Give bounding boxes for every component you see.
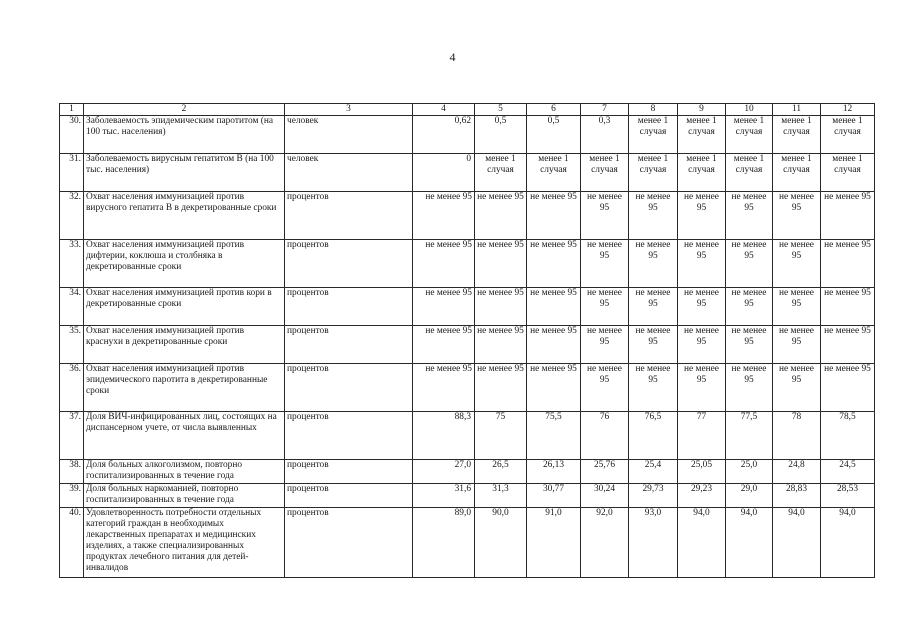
unit-of-measure: человек: [285, 116, 413, 154]
indicator-value: 91,0: [527, 508, 581, 578]
indicator-value: 89,0: [413, 508, 475, 578]
indicator-value: менее 1 случая: [773, 154, 821, 192]
indicator-value: менее 1 случая: [581, 154, 629, 192]
indicator-value: не менее 95: [821, 326, 875, 364]
indicators-table: [59, 103, 875, 578]
indicator-value: не менее 95: [475, 192, 527, 240]
indicator-value: 94,0: [726, 508, 773, 578]
indicator-value: менее 1 случая: [821, 154, 875, 192]
table-row: [60, 412, 875, 460]
indicator-value: менее 1 случая: [475, 154, 527, 192]
unit-of-measure: процентов: [285, 192, 413, 240]
column-header: 7: [581, 104, 629, 116]
row-number: 35.: [60, 326, 84, 364]
row-number: 34.: [60, 288, 84, 326]
indicator-value: не менее 95: [527, 364, 581, 412]
indicator-value: не менее 95: [413, 288, 475, 326]
indicator-value: не менее 95: [475, 364, 527, 412]
indicator-value: 25,4: [629, 460, 678, 484]
indicator-value: не менее 95: [678, 364, 726, 412]
indicator-value: не менее 95: [475, 288, 527, 326]
indicator-value: 90,0: [475, 508, 527, 578]
indicator-value: не менее 95: [773, 364, 821, 412]
indicator-value: не менее 95: [413, 240, 475, 288]
indicator-value: 30,24: [581, 484, 629, 508]
indicator-value: не менее 95: [629, 364, 678, 412]
indicator-value: не менее 95: [629, 240, 678, 288]
row-number: 30.: [60, 116, 84, 154]
column-header: 10: [726, 104, 773, 116]
column-header: 11: [773, 104, 821, 116]
indicator-value: 26,5: [475, 460, 527, 484]
indicator-value: 76,5: [629, 412, 678, 460]
indicator-value: менее 1 случая: [726, 116, 773, 154]
row-number: 39.: [60, 484, 84, 508]
indicator-value: менее 1 случая: [629, 116, 678, 154]
indicator-value: не менее 95: [629, 192, 678, 240]
indicator-name: Охват населения иммунизацией против кори в декретированные сроки: [84, 288, 285, 326]
indicator-name: Доля больных наркоманией, повторно госпитализированных в течение года: [84, 484, 285, 508]
indicator-value: не менее 95: [678, 288, 726, 326]
column-header: 1: [60, 104, 84, 116]
indicator-value: менее 1 случая: [527, 154, 581, 192]
unit-of-measure: процентов: [285, 288, 413, 326]
indicator-value: 29,23: [678, 484, 726, 508]
indicator-value: 77,5: [726, 412, 773, 460]
indicator-value: 31,3: [475, 484, 527, 508]
unit-of-measure: процентов: [285, 364, 413, 412]
column-header: 4: [413, 104, 475, 116]
unit-of-measure: процентов: [285, 412, 413, 460]
row-number: 33.: [60, 240, 84, 288]
table-row: [60, 116, 875, 154]
indicator-name: Заболеваемость эпидемическим паротитом (на 100 тыс. населения): [84, 116, 285, 154]
column-header: 12: [821, 104, 875, 116]
indicator-value: не менее 95: [773, 288, 821, 326]
indicator-value: 94,0: [773, 508, 821, 578]
indicator-value: не менее 95: [726, 288, 773, 326]
column-header: 6: [527, 104, 581, 116]
indicator-value: не менее 95: [821, 240, 875, 288]
table-row: [60, 508, 875, 578]
indicator-name: Охват населения иммунизацией против эпидемического паротита в декретированные сроки: [84, 364, 285, 412]
indicator-value: не менее 95: [726, 364, 773, 412]
indicator-value: не менее 95: [726, 240, 773, 288]
indicator-value: не менее 95: [413, 326, 475, 364]
table-row: [60, 240, 875, 288]
indicator-value: 75: [475, 412, 527, 460]
indicator-name: Доля больных алкоголизмом, повторно госпитализированных в течение года: [84, 460, 285, 484]
column-number-row: [60, 104, 875, 116]
unit-of-measure: процентов: [285, 484, 413, 508]
indicator-value: не менее 95: [527, 326, 581, 364]
indicator-value: 25,76: [581, 460, 629, 484]
indicator-value: 31,6: [413, 484, 475, 508]
indicator-value: менее 1 случая: [726, 154, 773, 192]
indicator-name: Доля ВИЧ-инфицированных лиц, состоящих на диспансерном учете, от числа выявленных: [84, 412, 285, 460]
row-number: 31.: [60, 154, 84, 192]
indicator-value: не менее 95: [773, 192, 821, 240]
row-number: 32.: [60, 192, 84, 240]
indicator-value: 29,0: [726, 484, 773, 508]
indicator-value: 78,5: [821, 412, 875, 460]
indicator-name: Удовлетворенность потребности отдельных категорий граждан в необходимых лекарственных препаратах и медицинских изделиях, а также специализированных продуктах лечебного питания для детей-инвалидов: [84, 508, 285, 578]
row-number: 40.: [60, 508, 84, 578]
indicator-value: не менее 95: [581, 364, 629, 412]
indicator-value: не менее 95: [773, 240, 821, 288]
indicator-value: не менее 95: [678, 192, 726, 240]
indicator-name: Охват населения иммунизацией против краснухи в декретированные сроки: [84, 326, 285, 364]
indicator-value: 92,0: [581, 508, 629, 578]
indicator-value: 94,0: [678, 508, 726, 578]
indicator-value: не менее 95: [726, 192, 773, 240]
indicator-value: не менее 95: [581, 192, 629, 240]
indicator-value: менее 1 случая: [629, 154, 678, 192]
table-row: [60, 326, 875, 364]
unit-of-measure: процентов: [285, 508, 413, 578]
indicator-value: не менее 95: [726, 326, 773, 364]
column-header: 2: [84, 104, 285, 116]
indicator-value: не менее 95: [821, 192, 875, 240]
indicator-value: не менее 95: [581, 288, 629, 326]
indicator-value: 0,5: [527, 116, 581, 154]
table-row: [60, 460, 875, 484]
unit-of-measure: человек: [285, 154, 413, 192]
table-row: [60, 154, 875, 192]
indicator-value: 0,3: [581, 116, 629, 154]
indicator-value: менее 1 случая: [678, 154, 726, 192]
page-number: 4: [449, 50, 456, 64]
indicator-value: не менее 95: [527, 288, 581, 326]
indicator-name: Охват населения иммунизацией против вирусного гепатита В в декретированные сроки: [84, 192, 285, 240]
indicator-value: 30,77: [527, 484, 581, 508]
row-number: 37.: [60, 412, 84, 460]
indicator-value: не менее 95: [413, 192, 475, 240]
column-header: 8: [629, 104, 678, 116]
row-number: 36.: [60, 364, 84, 412]
indicator-value: не менее 95: [581, 326, 629, 364]
table-row: [60, 364, 875, 412]
indicator-value: не менее 95: [821, 364, 875, 412]
indicator-value: 93,0: [629, 508, 678, 578]
indicator-value: не менее 95: [413, 364, 475, 412]
column-header: 3: [285, 104, 413, 116]
indicator-value: 77: [678, 412, 726, 460]
indicator-value: 27,0: [413, 460, 475, 484]
indicator-value: 0,5: [475, 116, 527, 154]
indicator-value: 94,0: [821, 508, 875, 578]
indicator-value: не менее 95: [527, 192, 581, 240]
indicator-value: 76: [581, 412, 629, 460]
indicator-value: не менее 95: [821, 288, 875, 326]
indicator-value: не менее 95: [773, 326, 821, 364]
indicator-value: 28,83: [773, 484, 821, 508]
indicator-value: 28,53: [821, 484, 875, 508]
indicator-value: 26,13: [527, 460, 581, 484]
indicator-value: 88,3: [413, 412, 475, 460]
indicator-value: не менее 95: [629, 288, 678, 326]
indicator-value: 29,73: [629, 484, 678, 508]
table-row: [60, 288, 875, 326]
indicator-value: 24,8: [773, 460, 821, 484]
indicator-value: менее 1 случая: [678, 116, 726, 154]
indicator-value: 0,62: [413, 116, 475, 154]
indicator-value: не менее 95: [527, 240, 581, 288]
column-header: 9: [678, 104, 726, 116]
indicator-value: 75,5: [527, 412, 581, 460]
indicator-value: 25,0: [726, 460, 773, 484]
indicator-value: 24,5: [821, 460, 875, 484]
indicator-value: не менее 95: [678, 326, 726, 364]
table-row: [60, 192, 875, 240]
indicator-value: менее 1 случая: [773, 116, 821, 154]
indicator-value: не менее 95: [475, 326, 527, 364]
indicator-name: Заболеваемость вирусным гепатитом В (на 100 тыс. населения): [84, 154, 285, 192]
indicator-value: не менее 95: [629, 326, 678, 364]
indicator-value: менее 1 случая: [821, 116, 875, 154]
indicator-value: 25,05: [678, 460, 726, 484]
indicator-name: Охват населения иммунизацией против дифтерии, коклюша и столбняка в декретированные сроки: [84, 240, 285, 288]
unit-of-measure: процентов: [285, 240, 413, 288]
unit-of-measure: процентов: [285, 326, 413, 364]
indicator-value: не менее 95: [475, 240, 527, 288]
indicator-value: не менее 95: [678, 240, 726, 288]
unit-of-measure: процентов: [285, 460, 413, 484]
row-number: 38.: [60, 460, 84, 484]
indicator-value: 0: [413, 154, 475, 192]
indicator-value: 78: [773, 412, 821, 460]
table-row: [60, 484, 875, 508]
column-header: 5: [475, 104, 527, 116]
indicator-value: не менее 95: [581, 240, 629, 288]
